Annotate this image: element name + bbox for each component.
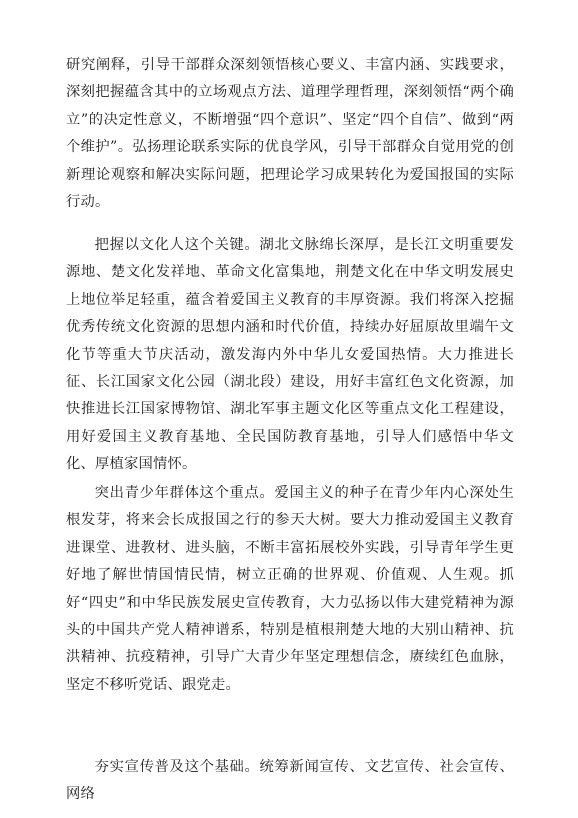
paragraph-publicity: 夯实宣传普及这个基础。统筹新闻宣传、文艺宣传、社会宣传、网络 bbox=[66, 759, 514, 803]
paragraph-theory-study: 研究阐释，引导干部群众深刻领悟核心要义、丰富内涵、实践要求，深刻把握蕴含其中的立场观点方法、道理学理哲理，深刻领悟“两个确立”的决定性意义，不断增强“四个意识”、坚定“四个自信”、做到“两个维护”。弘扬理论联系实际的优良学风，引导干部群众自觉用党的创新理论观察和解决实际问题，把理论学习成果转化为爱国报国的实际行动。 bbox=[66, 57, 514, 211]
paragraph-youth: 突出青少年群体这个重点。爱国主义的种子在青少年内心深处生根发芽，将来会长成报国之行的参天大树。要大力推动爱国主义教育进课堂、进教材、进头脑，不断丰富拓展校外实践，引导青年学生更好地了解世情国情民情，树立正确的世界观、价值观、人生观。抓好“四史”和中华民族发展史宣传教育，大力弘扬以伟大建党精神为源头的中国共产党人精神谱系，特别是植根荆楚大地的大别山精神、抗洪精神、抗疫精神，引导广大青少年坚定理想信念，赓续红色血脉，坚定不移听党话、跟党走。 bbox=[66, 485, 514, 693]
paragraph-culture: 把握以文化人这个关键。湖北文脉绵长深厚，是长江文明重要发源地、楚文化发祥地、革命文化富集地，荆楚文化在中华文明发展史上地位举足轻重，蕴含着爱国主义教育的丰厚资源。我们将深入挖掘优秀传统文化资源的思想内涵和时代价值，持续办好屈原故里端午文化节等重大节庆活动，激发海内外中华儿女爱国热情。大力推进长征、长江国家文化公园（湖北段）建设，用好丰富红色文化资源，加快推进长江国家博物馆、湖北军事主题文化区等重点文化工程建设，用好爱国主义教育基地、全民国防教育基地，引导人们感悟中华文化、厚植家国情怀。 bbox=[66, 237, 514, 473]
